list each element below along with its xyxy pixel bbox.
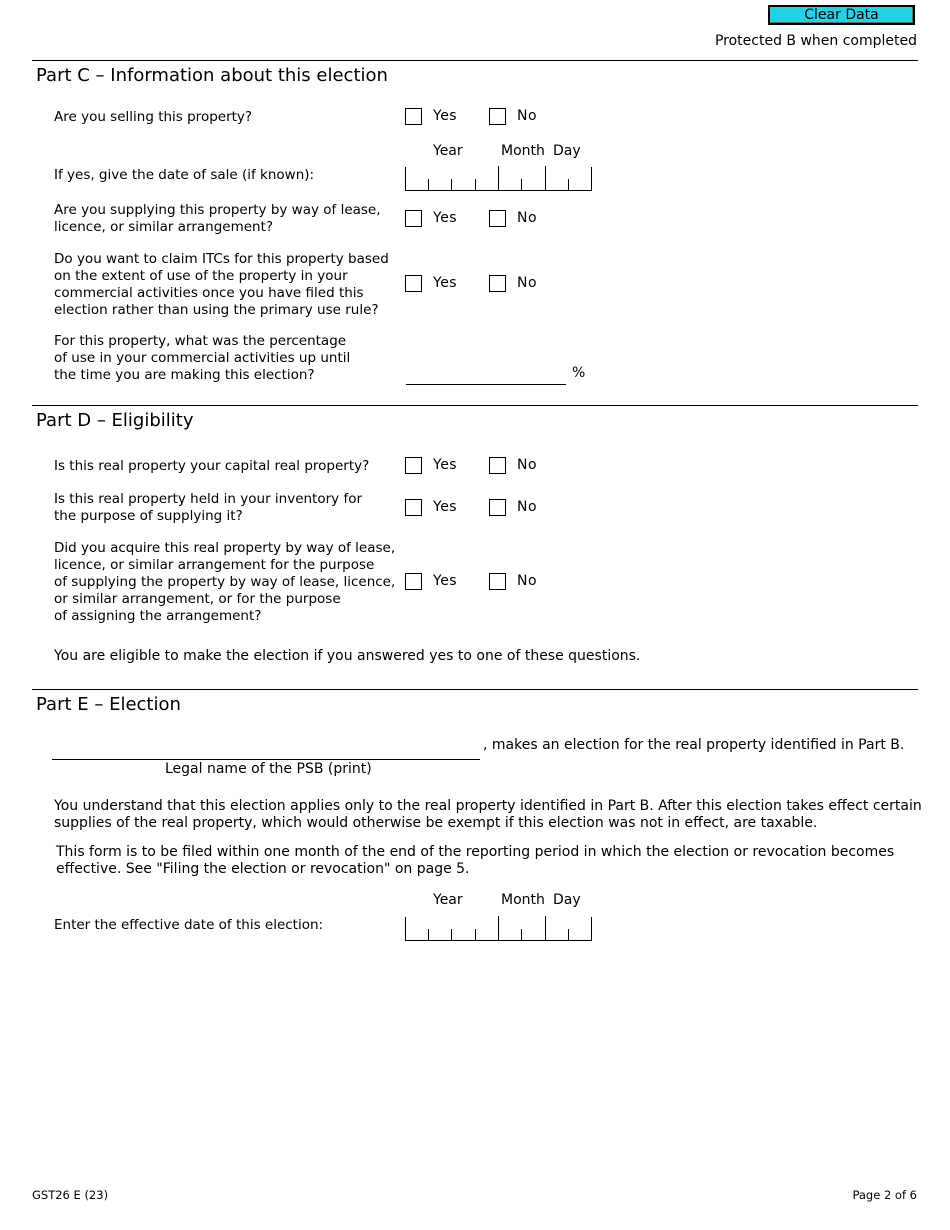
yes-label: Yes xyxy=(433,210,458,226)
year-header: Year xyxy=(433,143,463,159)
no-label: No xyxy=(517,275,538,291)
no-label: No xyxy=(517,499,538,515)
effective-date-label: Enter the effective date of this election: xyxy=(54,917,324,933)
legal-name-input[interactable] xyxy=(52,759,480,760)
part-c-q3-label: Do you want to claim ITCs for this property based on the extent of use of the property in your commercial activities once you have filed this election rather than using the primary use rule? xyxy=(54,251,389,318)
part-c-q2-no-checkbox[interactable] xyxy=(489,210,506,227)
month-header: Month xyxy=(501,143,545,159)
month-header: Month xyxy=(501,892,545,908)
election-statement: , makes an election for the real property identified in Part B. xyxy=(483,737,905,753)
section-divider xyxy=(32,689,918,690)
part-d-q2-yes-checkbox[interactable] xyxy=(405,499,422,516)
part-c-q1-no-checkbox[interactable] xyxy=(489,108,506,125)
day-header: Day xyxy=(553,143,581,159)
filing-paragraph: This form is to be filed within one month of the end of the reporting period in which the election or revocation becomes effective. See "Filing the election or revocation" on page 5. xyxy=(56,844,895,877)
date-of-sale-label: If yes, give the date of sale (if known): xyxy=(54,167,315,183)
part-d-q2-no-checkbox[interactable] xyxy=(489,499,506,516)
election-paragraph: You understand that this election applies only to the real property identified in Part B. After this election takes effect certain supplies of the real property, which would otherwise be exempt if this election was not in effect, are taxable. xyxy=(54,798,922,831)
part-c-q3-yes-checkbox[interactable] xyxy=(405,275,422,292)
year-header: Year xyxy=(433,892,463,908)
part-e-title: Part E – Election xyxy=(36,694,181,715)
part-d-q3-no-checkbox[interactable] xyxy=(489,573,506,590)
no-label: No xyxy=(517,457,538,473)
no-label: No xyxy=(517,210,538,226)
no-label: No xyxy=(517,573,538,589)
part-c-q2-yes-checkbox[interactable] xyxy=(405,210,422,227)
yes-label: Yes xyxy=(433,573,458,589)
eligibility-note: You are eligible to make the election if you answered yes to one of these questions. xyxy=(54,648,641,664)
part-d-q1-yes-checkbox[interactable] xyxy=(405,457,422,474)
day-header: Day xyxy=(553,892,581,908)
part-c-title: Part C – Information about this election xyxy=(36,65,388,86)
part-d-q3-label: Did you acquire this real property by way of lease, licence, or similar arrangement for the purpose of supplying the property by way of lease, licence, or similar arrangement, or for the purpose of assigning the arrangement? xyxy=(54,540,396,624)
part-d-q1-label: Is this real property your capital real property? xyxy=(54,458,370,474)
percentage-input[interactable] xyxy=(406,384,566,385)
part-d-q2-label: Is this real property held in your inventory for the purpose of supplying it? xyxy=(54,491,363,524)
part-c-q1-label: Are you selling this property? xyxy=(54,109,253,125)
section-divider xyxy=(32,60,918,61)
part-c-q2-label: Are you supplying this property by way of lease, licence, or similar arrangement? xyxy=(54,202,381,235)
page-number: Page 2 of 6 xyxy=(852,1188,917,1202)
clear-data-button[interactable]: Clear Data xyxy=(768,5,915,25)
yes-label: Yes xyxy=(433,275,458,291)
protected-label: Protected B when completed xyxy=(714,33,917,49)
part-d-q1-no-checkbox[interactable] xyxy=(489,457,506,474)
effective-date-field[interactable] xyxy=(405,917,592,941)
part-c-q3-no-checkbox[interactable] xyxy=(489,275,506,292)
part-d-title: Part D – Eligibility xyxy=(36,410,194,431)
part-c-q4-label: For this property, what was the percentage of use in your commercial activities up until the time you are making this election? xyxy=(54,333,351,383)
yes-label: Yes xyxy=(433,499,458,515)
form-id: GST26 E (23) xyxy=(32,1188,109,1202)
percent-sign: % xyxy=(572,365,586,381)
section-divider xyxy=(32,405,918,406)
no-label: No xyxy=(517,108,538,124)
part-d-q3-yes-checkbox[interactable] xyxy=(405,573,422,590)
yes-label: Yes xyxy=(433,108,458,124)
date-of-sale-field[interactable] xyxy=(405,167,592,191)
legal-name-caption: Legal name of the PSB (print) xyxy=(165,761,372,777)
yes-label: Yes xyxy=(433,457,458,473)
part-c-q1-yes-checkbox[interactable] xyxy=(405,108,422,125)
